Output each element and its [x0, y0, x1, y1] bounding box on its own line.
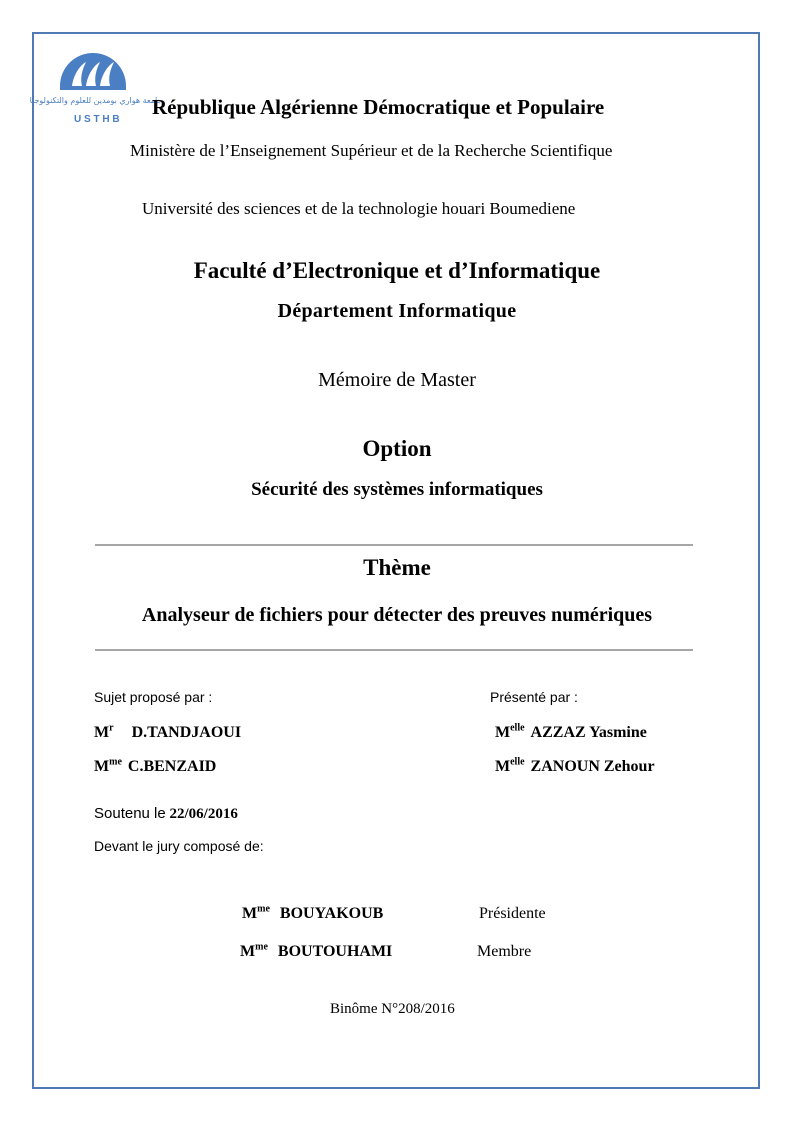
jury-member-1-role: Présidente: [479, 905, 546, 922]
university-title: Université des sciences et de la technologie houari Boumediene: [142, 199, 576, 218]
jury-member-2-name: BOUTOUHAMI: [277, 943, 393, 960]
jury-member-1: [242, 905, 383, 923]
supervisor-2-name: C.BENZAID: [127, 758, 217, 775]
student-2-title-sup: elle: [510, 756, 525, 768]
department-title: Département Informatique: [277, 300, 517, 322]
supervisor-2-title: M: [94, 758, 110, 775]
student-2-title: M: [495, 758, 511, 775]
student-1-name: AZZAZ Yasmine: [530, 724, 647, 741]
theme-label: Thème: [363, 555, 431, 580]
jury-member-1-title: M: [242, 905, 258, 922]
jury-member-2-title-sup: me: [255, 941, 268, 953]
option-value: Sécurité des systèmes informatiques: [251, 479, 543, 500]
supervisors-label: Sujet proposé par :: [94, 689, 213, 705]
students-label: Présenté par :: [490, 689, 578, 705]
logo-arabic-text: جامعة هواري بومدين للعلوم والتكنولوجيا: [29, 96, 163, 105]
student-1: [495, 724, 647, 742]
logo-latin-text: U S T H B: [74, 114, 120, 125]
student-1-title-sup: elle: [510, 722, 525, 734]
group-number: Binôme N°208/2016: [330, 1001, 455, 1017]
jury-member-1-name: BOUYAKOUB: [279, 905, 384, 922]
defense-date: 22/06/2016: [169, 806, 238, 822]
divider-bottom: [95, 649, 693, 651]
student-1-title: M: [495, 724, 511, 741]
faculty-title: Faculté d’Electronique et d’Informatique: [193, 258, 601, 283]
supervisor-1-name: D.TANDJAOUI: [131, 724, 242, 741]
supervisor-1-title: M: [94, 724, 110, 741]
divider-top: [95, 544, 693, 546]
defense-line: [94, 805, 238, 823]
jury-label: Devant le jury composé de:: [94, 838, 264, 854]
supervisor-2: [94, 758, 216, 776]
jury-member-2-title: M: [240, 943, 256, 960]
student-2: [495, 758, 655, 776]
supervisor-1: [94, 724, 241, 742]
supervisor-2-title-sup: me: [109, 756, 122, 768]
student-2-name: ZANOUN Zehour: [530, 758, 655, 775]
document-type: Mémoire de Master: [318, 369, 476, 391]
jury-member-2: [240, 943, 392, 961]
jury-member-1-title-sup: me: [257, 903, 270, 915]
usthb-logo: [29, 46, 163, 128]
ministry-title: Ministère de l’Enseignement Supérieur et de la Recherche Scientifique: [130, 141, 613, 160]
republic-title: République Algérienne Démocratique et Populaire: [152, 95, 605, 119]
defense-prefix: Soutenu le: [94, 805, 166, 822]
option-label: Option: [362, 436, 432, 461]
theme-value: Analyseur de fichiers pour détecter des preuves numériques: [141, 604, 653, 626]
supervisor-1-title-sup: r: [109, 722, 114, 734]
jury-member-2-role: Membre: [477, 943, 532, 960]
